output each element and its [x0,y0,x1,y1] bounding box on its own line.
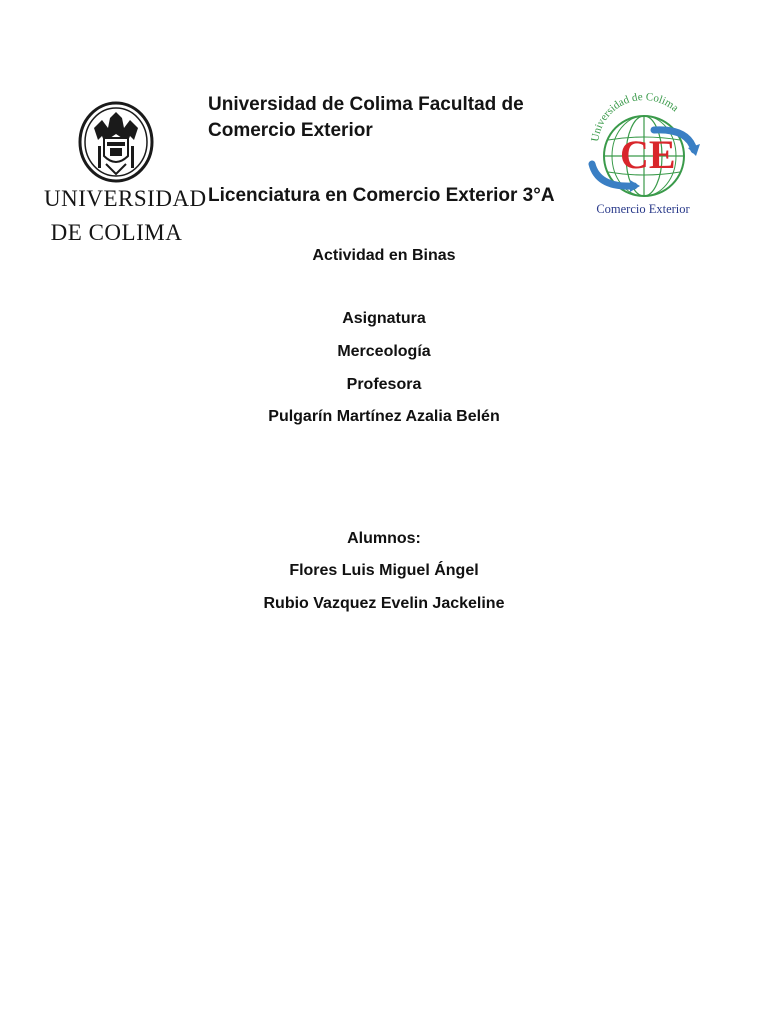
logo-arc-text: Universidad de Colima [589,90,681,143]
logo-wordmark-line1: UNIVERSIDAD [44,186,207,211]
universidad-de-colima-logo [44,98,207,248]
teacher-name: Pulgarín Martínez Azalia Belén [268,408,500,425]
comercio-exterior-logo [584,84,702,224]
students-label: Alumnos: [347,530,421,547]
student-name: Rubio Vazquez Evelin Jackeline [263,595,505,612]
comercio-exterior-globe-icon [584,84,702,204]
career-title: Licenciatura en Comercio Exterior 3°A [208,185,555,206]
logo-ce-letters: CE [620,132,676,177]
subject-name: Merceología [337,343,431,360]
logo-caption: Comercio Exterior [596,202,690,216]
logo-wordmark-line2: DE COLIMA [50,220,183,245]
activity-title: Actividad en Binas [312,247,456,264]
faculty-title: Universidad de Colima Facultad de Comercio Exterior [208,94,524,141]
subject-label: Asignatura [342,310,426,327]
teacher-label: Profesora [346,376,422,393]
student-name: Flores Luis Miguel Ángel [289,562,479,579]
university-crest-icon [44,98,189,184]
